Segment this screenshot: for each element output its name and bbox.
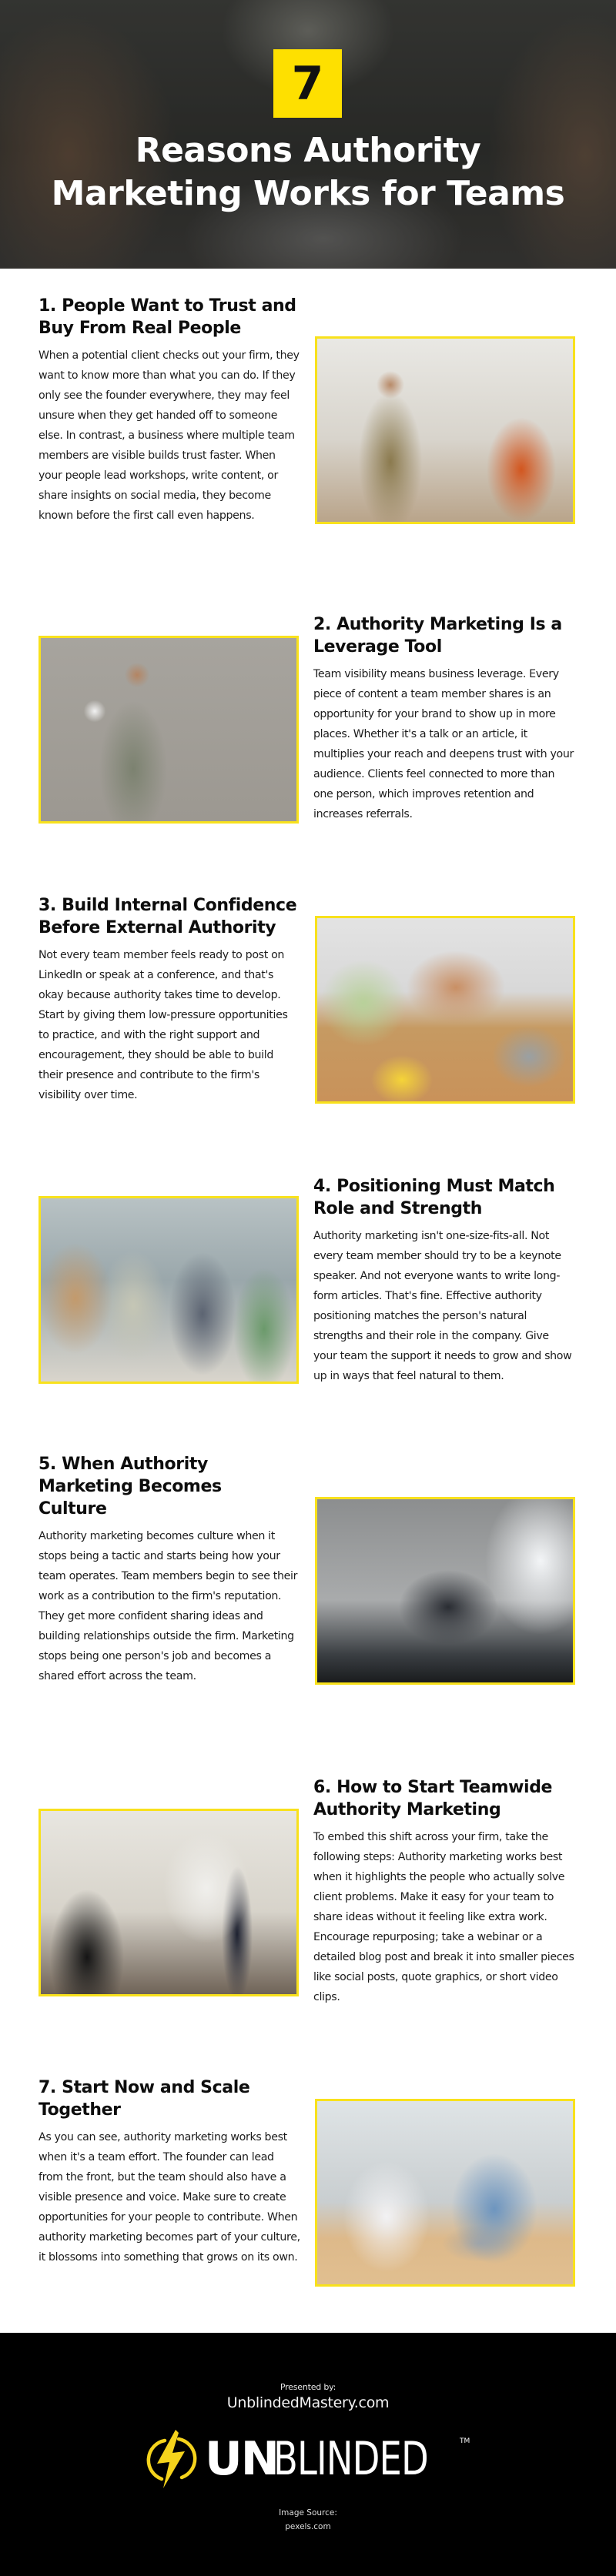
section-3-title: 3. Build Internal Confidence Before External Authority — [38, 896, 297, 937]
page-title-line-2: Marketing Works for Teams — [51, 174, 565, 213]
section-7-text — [38, 2077, 300, 2267]
website-link[interactable]: UnblindedMastery.com — [226, 2394, 390, 2411]
section-1-text — [38, 295, 300, 526]
photo-image — [41, 1198, 296, 1382]
image-source-link[interactable]: pexels.com — [285, 2522, 331, 2531]
section-4-text — [313, 1175, 575, 1386]
section-3-text — [38, 894, 300, 1105]
lightning-bolt-icon — [146, 2428, 197, 2490]
photo-image — [41, 638, 296, 821]
logo-text-bold: UN — [205, 2432, 278, 2486]
page-title — [0, 129, 616, 216]
section-5-photo — [315, 1497, 575, 1685]
footer — [0, 2333, 616, 2576]
photo-image — [41, 1811, 296, 1994]
section-1-title: 1. People Want to Trust and Buy From Real People — [38, 296, 296, 338]
section-7-title: 7. Start Now and Scale Together — [38, 2078, 250, 2120]
section-6-text — [313, 1776, 575, 2007]
section-6-title: 6. How to Start Teamwide Authority Marketing — [313, 1778, 553, 1819]
unblinded-logo — [146, 2428, 470, 2490]
section-7-body: As you can see, authority marketing works best when it's a team effort. The founder can lead from the front, but the team should also have a visible presence and voice. Make sure to create opportunities for your people to contribute. When authority marketing becomes part of your culture, it blossoms into something that grows on its own. — [38, 2131, 300, 2264]
section-1-photo — [315, 336, 575, 524]
section-1-body: When a potential client checks out your firm, they want to know more than what you can do. If they only see the founder everywhere, they may feel unsure when they get handed off to someone else. In contrast, a business where multiple team members are visible builds trust faster. When your people lead workshops, write content, or share insights on social media, they become known before the first call even happens. — [38, 349, 300, 522]
logo-text-light: BLINDED — [273, 2432, 428, 2486]
number-badge-value: 7 — [291, 56, 324, 111]
section-2-text — [313, 613, 575, 824]
section-3-body: Not every team member feels ready to post on LinkedIn or speak at a conference, and that's okay because authority takes time to develop. Start by giving them low-pressure opportunities to practice, and with the right support and encouragement, they should be able to build their presence and contribute to the firm's visibility over time. — [38, 949, 288, 1101]
section-5-title: 5. When Authority Marketing Becomes Culture — [38, 1455, 222, 1519]
section-7-photo — [315, 2099, 575, 2287]
hero-banner — [0, 0, 616, 269]
trademark-mark: TM — [460, 2437, 470, 2445]
section-4-title: 4. Positioning Must Match Role and Strength — [313, 1177, 555, 1218]
photo-image — [317, 918, 573, 1101]
number-badge — [273, 49, 342, 118]
presented-by-label: Presented by: — [280, 2382, 336, 2392]
page-title-line-1: Reasons Authority — [135, 131, 481, 170]
section-4-body: Authority marketing isn't one-size-fits-all. Not every team member should try to be a keynote speaker. And not everyone wants to write long-form articles. That's fine. Effective authority positioning matches the person's natural strengths and their role in the company. Give your team the support it needs to grow and show up in ways that feel natural to them. — [313, 1230, 572, 1382]
photo-image — [317, 339, 573, 522]
section-2-body: Team visibility means business leverage. Every piece of content a team member shares is an opportunity for your brand to show up in more places. Whether it's a talk or an article, it multiplies your reach and deepens trust with your audience. Clients feel connected to more than one person, which improves retention and increases referrals. — [313, 668, 574, 820]
section-5-body: Authority marketing becomes culture when it stops being a tactic and starts being how your team operates. Team members begin to see their work as a contribution to the firm's reputation. They get more confident sharing ideas and building relationships outside the firm. Marketing stops being one person's job and becomes a shared effort across the team. — [38, 1530, 298, 1682]
section-6-photo — [38, 1809, 299, 1996]
section-5-text — [38, 1453, 298, 1686]
section-3-photo — [315, 916, 575, 1104]
section-6-body: To embed this shift across your firm, take the following steps: Authority marketing works best when it highlights the people who actually solve client problems. Make it easy for your team to share ideas without it feeling like extra work. Encourage repurposing; take a webinar or a detailed blog post and break it into smaller pieces like social posts, quote graphics, or short video clips. — [313, 1831, 574, 2003]
image-source-label: Image Source: — [279, 2508, 337, 2518]
section-2-photo — [38, 636, 299, 824]
photo-image — [317, 2101, 573, 2284]
section-2-title: 2. Authority Marketing Is a Leverage Tool — [313, 615, 562, 657]
photo-image — [317, 1499, 573, 1682]
section-4-photo — [38, 1196, 299, 1384]
